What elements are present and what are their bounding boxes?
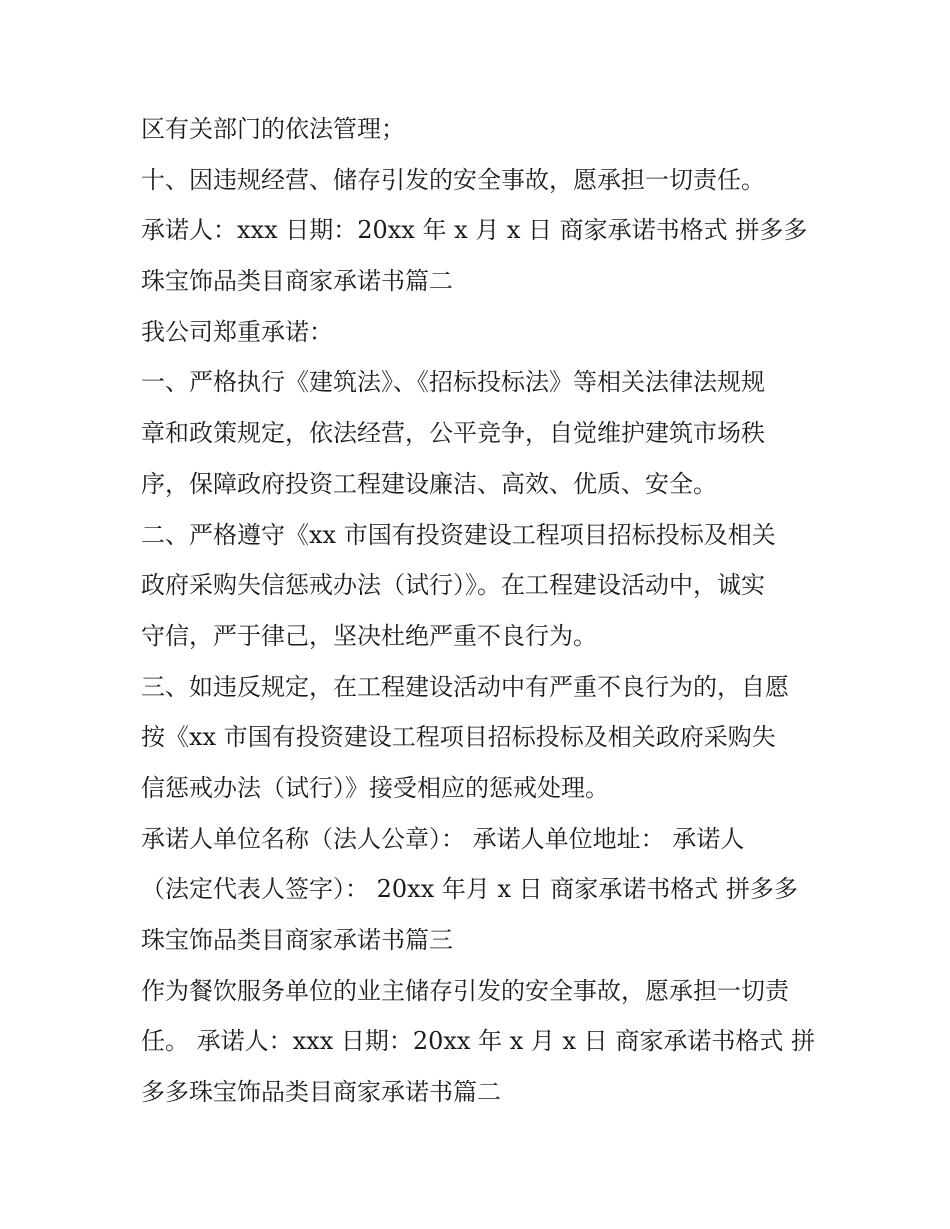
document-body	[141, 104, 831, 1118]
text-line-20: 多多珠宝饰品类目商家承诺书篇二	[141, 1078, 501, 1107]
text-line-17: 珠宝饰品类目商家承诺书篇三	[141, 926, 453, 954]
text-line-18: 作为餐饮服务单位的业主储存引发的安全事故，愿承担一切责	[141, 976, 789, 1005]
text-line-15: 承诺人单位名称（法人公章）： 承诺人单位地址： 承诺人	[141, 824, 745, 853]
text-line-6: 一、严格执行《建筑法》、《招标投标法》等相关法律法规规	[141, 368, 765, 397]
text-line-10: 政府采购失信惩戒办法（试行）》。在工程建设活动中，诚实	[141, 571, 765, 600]
text-line-12: 三、如违反规定，在工程建设活动中有严重不良行为的，自愿	[141, 672, 789, 701]
text-line-19: 任。 承诺人：xxx 日期：20xx 年 x 月 x 日 商家承诺书格式 拼	[141, 1027, 815, 1056]
text-line-4: 珠宝饰品类目商家承诺书篇二	[141, 267, 453, 296]
text-line-16: （法定代表人签字）： 20xx 年月 x 日 商家承诺书格式 拼多多	[141, 875, 798, 904]
text-line-13: 按《xx 市国有投资建设工程项目招标投标及相关政府采购失	[141, 723, 776, 752]
text-line-11: 守信，严于律己，坚决杜绝严重不良行为。	[141, 621, 597, 650]
text-line-2: 十、因违规经营、储存引发的安全事故，愿承担一切责任。	[141, 165, 765, 194]
text-line-5: 我公司郑重承诺：	[141, 317, 333, 346]
text-line-9: 二、严格遵守《xx 市国有投资建设工程项目招标投标及相关	[141, 520, 776, 549]
text-line-14: 信惩戒办法（试行）》接受相应的惩戒处理。	[141, 773, 609, 802]
text-line-3: 承诺人：xxx 日期：20xx 年 x 月 x 日 商家承诺书格式 拼多多	[141, 216, 808, 245]
text-line-7: 章和政策规定，依法经营，公平竞争，自觉维护建筑市场秩	[141, 419, 765, 448]
text-line-1: 区有关部门的依法管理；	[141, 115, 405, 143]
text-line-8: 序，保障政府投资工程建设廉洁、高效、优质、安全。	[141, 469, 717, 498]
